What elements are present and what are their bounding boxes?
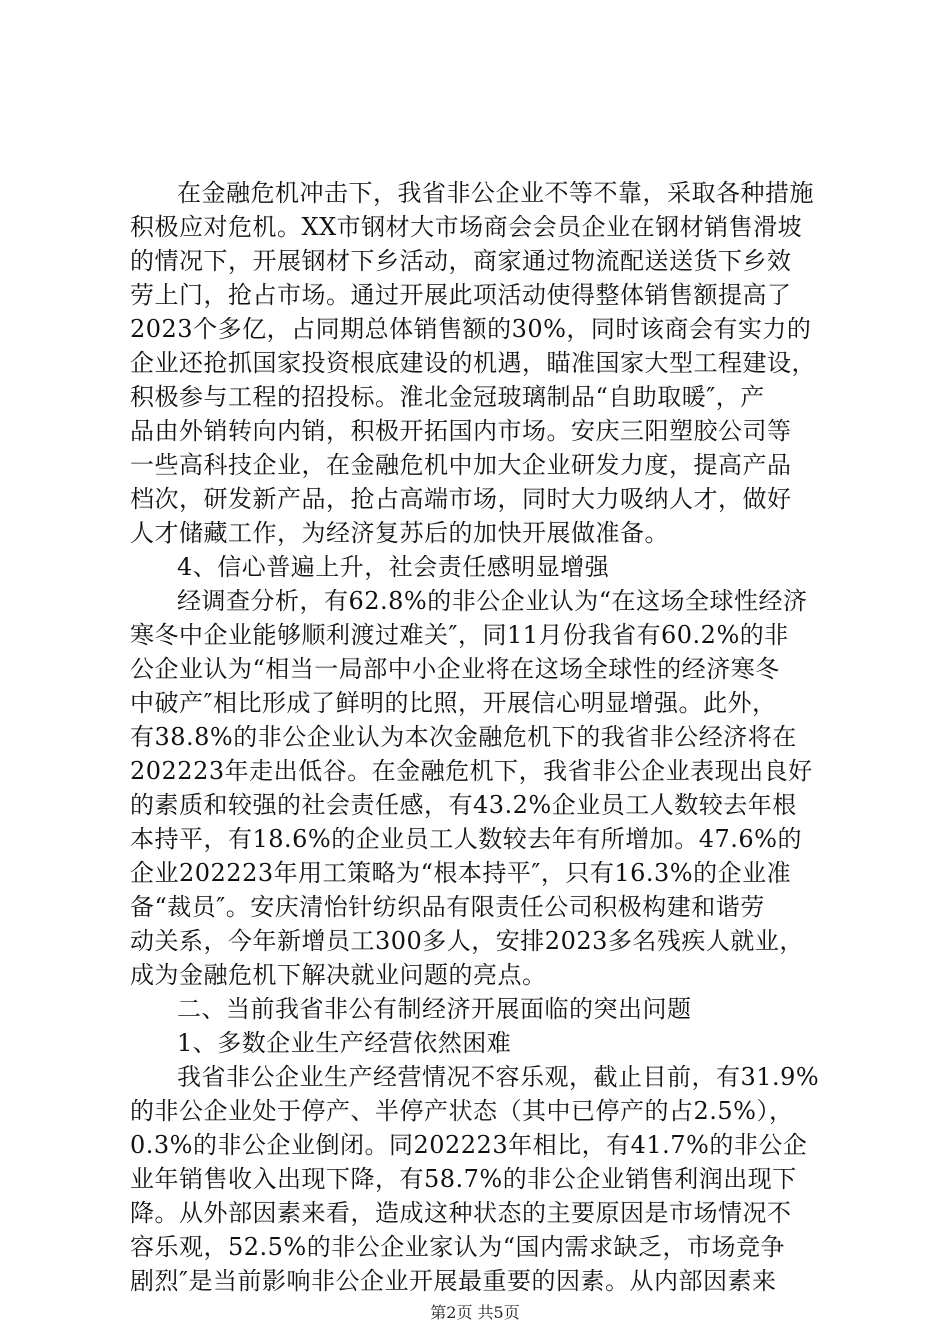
paragraph-line: 的素质和较强的社会责任感，有43.2%企业员工人数较去年根 bbox=[130, 791, 797, 819]
subsection-heading: 1、多数企业生产经营依然困难 bbox=[177, 1029, 512, 1057]
paragraph-line: 积极参与工程的招投标。淮北金冠玻璃制品“自助取暖″，产 bbox=[130, 383, 765, 411]
paragraph-line: 在金融危机冲击下，我省非公企业不等不靠，采取各种措施 bbox=[177, 179, 814, 207]
paragraph-line: 积极应对危机。XX市钢材大市场商会会员企业在钢材销售滑坡 bbox=[130, 213, 803, 241]
paragraph-line: 品由外销转向内销，积极开拓国内市场。安庆三阳塑胶公司等 bbox=[130, 417, 792, 445]
paragraph-line: 动关系，今年新增员工300多人，安排2023多名残疾人就业， bbox=[130, 927, 804, 955]
paragraph-line: 经调查分析，有62.8%的非公企业认为“在这场全球性经济 bbox=[177, 587, 808, 615]
section-heading: 4、信心普遍上升，社会责任感明显增强 bbox=[177, 553, 610, 581]
paragraph-line: 人才储藏工作，为经济复苏后的加快开展做准备。 bbox=[130, 519, 669, 547]
paragraph-line: 公企业认为“相当一局部中小企业将在这场全球性的经济寒冬 bbox=[130, 655, 780, 683]
paragraph-line: 剧烈″是当前影响非公企业开展最重要的因素。从内部因素来 bbox=[130, 1267, 777, 1295]
paragraph-line: 企业202223年用工策略为“根本持平″，只有16.3%的企业准 bbox=[130, 859, 792, 887]
paragraph-line: 备“裁员″。安庆清怡针纺织品有限责任公司积极构建和谐劳 bbox=[130, 893, 765, 921]
page-number-footer: 第2页 共5页 bbox=[430, 1303, 520, 1322]
paragraph-line: 寒冬中企业能够顺利渡过难关″，同11月份我省有60.2%的非 bbox=[130, 621, 789, 649]
paragraph-line: 成为金融危机下解决就业问题的亮点。 bbox=[130, 961, 547, 989]
paragraph-line: 容乐观，52.5%的非公企业家认为“国内需求缺乏，市场竞争 bbox=[130, 1233, 786, 1261]
paragraph-line: 中破产″相比形成了鲜明的比照，开展信心明显增强。此外， bbox=[130, 689, 777, 717]
paragraph-line: 的情况下，开展钢材下乡活动，商家通过物流配送送货下乡效 bbox=[130, 247, 792, 275]
paragraph-line: 劳上门，抢占市场。通过开展此项活动使得整体销售额提高了 bbox=[130, 281, 792, 309]
paragraph-line: 降。从外部因素来看，造成这种状态的主要原因是市场情况不 bbox=[130, 1199, 792, 1227]
paragraph-line: 的非公企业处于停产、半停产状态（其中已停产的占2.5%）， bbox=[130, 1097, 794, 1125]
paragraph-line: 企业还抢抓国家投资根底建设的机遇，瞄准国家大型工程建设， bbox=[130, 349, 816, 377]
paragraph-line: 有38.8%的非公企业认为本次金融危机下的我省非公经济将在 bbox=[130, 723, 797, 751]
section-heading: 二、当前我省非公有制经济开展面临的突出问题 bbox=[177, 995, 692, 1023]
paragraph-line: 业年销售收入出现下降，有58.7%的非公企业销售利润出现下 bbox=[130, 1165, 797, 1193]
paragraph-line: 档次，研发新产品，抢占高端市场，同时大力吸纳人才，做好 bbox=[130, 485, 792, 513]
paragraph-line: 2023个多亿，占同期总体销售额的30%，同时该商会有实力的 bbox=[130, 315, 812, 343]
paragraph-line: 一些高科技企业，在金融危机中加大企业研发力度，提高产品 bbox=[130, 451, 792, 479]
document-body bbox=[130, 176, 830, 1298]
paragraph-line: 本持平，有18.6%的企业员工人数较去年有所增加。47.6%的 bbox=[130, 825, 802, 853]
paragraph-line: 202223年走出低谷。在金融危机下，我省非公企业表现出良好 bbox=[130, 757, 813, 785]
paragraph-line: 0.3%的非公企业倒闭。同202223年相比，有41.7%的非公企 bbox=[130, 1131, 808, 1159]
paragraph-line: 我省非公企业生产经营情况不容乐观，截止目前，有31.9% bbox=[177, 1063, 820, 1091]
